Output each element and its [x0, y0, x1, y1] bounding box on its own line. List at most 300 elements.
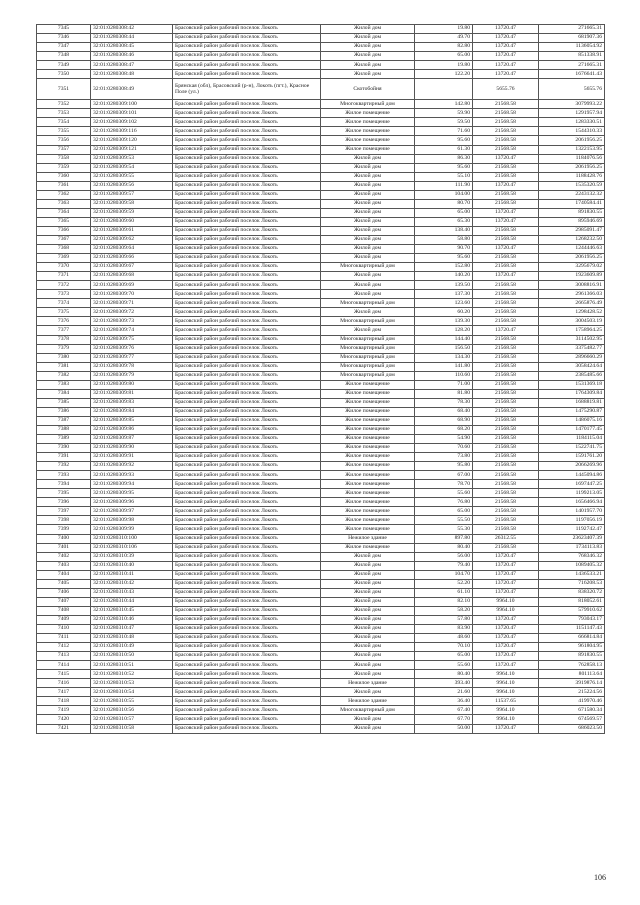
- table-row: [37, 299, 605, 308]
- specific-value-cell: 13720.47: [473, 588, 539, 597]
- cadastral-number-cell: 32:01:0280309:83: [91, 398, 173, 407]
- address-cell: Брасовский район рабочий поселок Локоть: [173, 272, 321, 281]
- object-type-cell: Многоквартирный дом: [321, 335, 415, 344]
- row-number-cell: 7356: [37, 136, 91, 145]
- area-cell: 128.20: [415, 326, 473, 335]
- cadastral-number-cell: 32:01:0280309:77: [91, 353, 173, 362]
- cadastral-value-cell: 3919876.14: [539, 679, 605, 688]
- area-cell: 95.80: [415, 462, 473, 471]
- specific-value-cell: 13720.47: [473, 181, 539, 190]
- cadastral-value-cell: 838320.72: [539, 588, 605, 597]
- row-number-cell: 7372: [37, 281, 91, 290]
- table-row: [37, 163, 605, 172]
- object-type-cell: Жилой дом: [321, 217, 415, 226]
- cadastral-value-cell: 1197056.19: [539, 516, 605, 525]
- area-cell: 50.00: [415, 724, 473, 733]
- row-number-cell: 7383: [37, 380, 91, 389]
- cadastral-value-cell: 961804.95: [539, 643, 605, 652]
- cadastral-number-cell: 32:01:0280309:54: [91, 163, 173, 172]
- cadastral-value-cell: 1192742.47: [539, 525, 605, 534]
- area-cell: 19.80: [415, 61, 473, 70]
- row-number-cell: 7349: [37, 61, 91, 70]
- cadastral-number-cell: 32:01:0280310:46: [91, 615, 173, 624]
- object-type-cell: Жилой дом: [321, 688, 415, 697]
- cadastral-number-cell: 32:01:0280309:90: [91, 444, 173, 453]
- address-cell: Брасовский район рабочий поселок Локоть: [173, 715, 321, 724]
- object-type-cell: Жилое помещение: [321, 462, 415, 471]
- cadastral-value-cell: 674569.57: [539, 715, 605, 724]
- specific-value-cell: 21568.58: [473, 507, 539, 516]
- cadastral-number-cell: 32:01:0280310:47: [91, 625, 173, 634]
- row-number-cell: 7381: [37, 362, 91, 371]
- cadastral-number-cell: 32:01:0280309:121: [91, 145, 173, 154]
- area-cell: 60.20: [415, 308, 473, 317]
- address-cell: Брасовский район рабочий поселок Локоть: [173, 34, 321, 43]
- area-cell: 95.60: [415, 136, 473, 145]
- row-number-cell: 7373: [37, 290, 91, 299]
- table-row: [37, 70, 605, 79]
- table-row: [37, 480, 605, 489]
- specific-value-cell: 9964.10: [473, 715, 539, 724]
- table-row: [37, 308, 605, 317]
- object-type-cell: Многоквартирный дом: [321, 371, 415, 380]
- row-number-cell: 7411: [37, 634, 91, 643]
- table-row: [37, 507, 605, 516]
- row-number-cell: 7363: [37, 199, 91, 208]
- address-cell: Брасовский район рабочий поселок Локоть: [173, 489, 321, 498]
- object-type-cell: Жилое помещение: [321, 109, 415, 118]
- cadastral-number-cell: 32:01:0280309:71: [91, 299, 173, 308]
- address-cell: Брасовский район рабочий поселок Локоть: [173, 670, 321, 679]
- specific-value-cell: 21568.58: [473, 371, 539, 380]
- address-cell: Брасовский район рабочий поселок Локоть: [173, 389, 321, 398]
- specific-value-cell: 13720.47: [473, 272, 539, 281]
- table-row: [37, 679, 605, 688]
- table-row: [37, 561, 605, 570]
- address-cell: Брасовский район рабочий поселок Локоть: [173, 52, 321, 61]
- address-cell: Брасовский район рабочий поселок Локоть: [173, 561, 321, 570]
- object-type-cell: Жилой дом: [321, 634, 415, 643]
- table-row: [37, 516, 605, 525]
- table-row: [37, 588, 605, 597]
- table-row: [37, 570, 605, 579]
- area-cell: 73.80: [415, 453, 473, 462]
- table-row: [37, 254, 605, 263]
- cadastral-number-cell: 32:01:0280308:44: [91, 34, 173, 43]
- object-type-cell: Жилой дом: [321, 208, 415, 217]
- specific-value-cell: 21568.58: [473, 190, 539, 199]
- area-cell: 67.00: [415, 471, 473, 480]
- cadastral-number-cell: 32:01:0280309:84: [91, 407, 173, 416]
- table-row: [37, 525, 605, 534]
- address-cell: Брасовский район рабочий поселок Локоть: [173, 226, 321, 235]
- cadastral-number-cell: 32:01:0280309:61: [91, 226, 173, 235]
- area-cell: 78.70: [415, 480, 473, 489]
- address-cell: Брасовский район рабочий поселок Локоть: [173, 643, 321, 652]
- cadastral-value-cell: 891830.55: [539, 652, 605, 661]
- row-number-cell: 7385: [37, 398, 91, 407]
- area-cell: 71.60: [415, 127, 473, 136]
- row-number-cell: 7412: [37, 643, 91, 652]
- row-number-cell: 7361: [37, 181, 91, 190]
- table-row: [37, 615, 605, 624]
- cadastral-value-cell: 716208.53: [539, 579, 605, 588]
- object-type-cell: Жилое помещение: [321, 471, 415, 480]
- object-type-cell: Жилой дом: [321, 670, 415, 679]
- specific-value-cell: 9964.10: [473, 606, 539, 615]
- object-type-cell: Жилой дом: [321, 661, 415, 670]
- area-cell: 138.40: [415, 226, 473, 235]
- area-cell: 79.40: [415, 561, 473, 570]
- specific-value-cell: 21568.58: [473, 425, 539, 434]
- cadastral-value-cell: 666814.84: [539, 634, 605, 643]
- cadastral-value-cell: 1136054.92: [539, 43, 605, 52]
- cadastral-value-cell: 1688819.81: [539, 398, 605, 407]
- address-cell: Брасовский район рабочий поселок Локоть: [173, 335, 321, 344]
- cadastral-number-cell: 32:01:0280310:40: [91, 561, 173, 570]
- table-row: [37, 335, 605, 344]
- address-cell: Брасовский район рабочий поселок Локоть: [173, 181, 321, 190]
- specific-value-cell: 13720.47: [473, 652, 539, 661]
- cadastral-value-cell: 2985091.47: [539, 226, 605, 235]
- address-cell: Брасовский район рабочий поселок Локоть: [173, 308, 321, 317]
- cadastral-value-cell: 1758964.25: [539, 326, 605, 335]
- address-cell: Брасовский район рабочий поселок Локоть: [173, 435, 321, 444]
- address-cell: Брасовский район рабочий поселок Локоть: [173, 317, 321, 326]
- specific-value-cell: 13720.47: [473, 208, 539, 217]
- area-cell: 61.30: [415, 145, 473, 154]
- object-type-cell: Жилой дом: [321, 235, 415, 244]
- object-type-cell: Жилое помещение: [321, 389, 415, 398]
- table-row: [37, 462, 605, 471]
- cadastral-number-cell: 32:01:0280310:49: [91, 643, 173, 652]
- address-cell: Брянская (обл), Брасовский (р-н), Локоть (пгт.), Красное Поле (ул.): [173, 79, 321, 100]
- object-type-cell: Жилое помещение: [321, 145, 415, 154]
- area-cell: 65.00: [415, 652, 473, 661]
- cadastral-value-cell: 1764309.84: [539, 389, 605, 398]
- row-number-cell: 7362: [37, 190, 91, 199]
- table-row: [37, 389, 605, 398]
- row-number-cell: 7376: [37, 317, 91, 326]
- cadastral-value-cell: 1486075.16: [539, 416, 605, 425]
- row-number-cell: 7388: [37, 425, 91, 434]
- row-number-cell: 7392: [37, 462, 91, 471]
- row-number-cell: 7421: [37, 724, 91, 733]
- area-cell: 141.80: [415, 362, 473, 371]
- specific-value-cell: 9964.10: [473, 670, 539, 679]
- area-cell: 67.70: [415, 715, 473, 724]
- table-row: [37, 425, 605, 434]
- area-cell: 137.30: [415, 290, 473, 299]
- address-cell: Брасовский район рабочий поселок Локоть: [173, 498, 321, 507]
- cadastral-value-cell: 1923609.89: [539, 272, 605, 281]
- table-row: [37, 100, 605, 109]
- cadastral-number-cell: 32:01:0280310:42: [91, 579, 173, 588]
- row-number-cell: 7417: [37, 688, 91, 697]
- cadastral-value-cell: 1184076.56: [539, 154, 605, 163]
- area-cell: 95.60: [415, 254, 473, 263]
- object-type-cell: Жилое помещение: [321, 507, 415, 516]
- cadastral-number-cell: 32:01:0280308:46: [91, 52, 173, 61]
- area-cell: 36.40: [415, 697, 473, 706]
- object-type-cell: Жилой дом: [321, 181, 415, 190]
- address-cell: Брасовский район рабочий поселок Локоть: [173, 109, 321, 118]
- specific-value-cell: 21568.58: [473, 398, 539, 407]
- object-type-cell: Нежилое здание: [321, 534, 415, 543]
- row-number-cell: 7366: [37, 226, 91, 235]
- cadastral-value-cell: 419970.46: [539, 697, 605, 706]
- row-number-cell: 7408: [37, 606, 91, 615]
- object-type-cell: Жилое помещение: [321, 416, 415, 425]
- table-row: [37, 606, 605, 615]
- table-row: [37, 697, 605, 706]
- area-cell: 65.00: [415, 208, 473, 217]
- row-number-cell: 7399: [37, 525, 91, 534]
- address-cell: Брасовский район рабочий поселок Локоть: [173, 263, 321, 272]
- address-cell: Брасовский район рабочий поселок Локоть: [173, 471, 321, 480]
- area-cell: 139.50: [415, 281, 473, 290]
- table-row: [37, 543, 605, 552]
- row-number-cell: 7420: [37, 715, 91, 724]
- cadastral-value-cell: 1475290.87: [539, 407, 605, 416]
- table-row: [37, 154, 605, 163]
- specific-value-cell: 5655.76: [473, 79, 539, 100]
- area-cell: 80.70: [415, 199, 473, 208]
- cadastral-number-cell: 32:01:0280309:99: [91, 525, 173, 534]
- area-cell: 82.80: [415, 43, 473, 52]
- table-row: [37, 661, 605, 670]
- specific-value-cell: 21568.58: [473, 226, 539, 235]
- specific-value-cell: 21568.58: [473, 118, 539, 127]
- specific-value-cell: 9964.10: [473, 679, 539, 688]
- cadastral-value-cell: 681907.36: [539, 34, 605, 43]
- row-number-cell: 7391: [37, 453, 91, 462]
- area-cell: 83.90: [415, 625, 473, 634]
- cadastral-value-cell: 1470177.45: [539, 425, 605, 434]
- cadastral-number-cell: 32:01:0280309:91: [91, 453, 173, 462]
- cadastral-number-cell: 32:01:0280309:59: [91, 208, 173, 217]
- specific-value-cell: 21568.58: [473, 444, 539, 453]
- specific-value-cell: 21568.58: [473, 525, 539, 534]
- cadastral-value-cell: 768346.32: [539, 552, 605, 561]
- specific-value-cell: 13720.47: [473, 217, 539, 226]
- object-type-cell: Жилое помещение: [321, 136, 415, 145]
- object-type-cell: Многоквартирный дом: [321, 100, 415, 109]
- cadastral-number-cell: 32:01:0280308:42: [91, 25, 173, 34]
- area-cell: 65.00: [415, 507, 473, 516]
- cadastral-value-cell: 271665.31: [539, 61, 605, 70]
- cadastral-value-cell: 2385485.66: [539, 371, 605, 380]
- cadastral-value-cell: 1531369.18: [539, 380, 605, 389]
- row-number-cell: 7370: [37, 263, 91, 272]
- table-row: [37, 281, 605, 290]
- cadastral-value-cell: 762858.13: [539, 661, 605, 670]
- cadastral-number-cell: 32:01:0280309:101: [91, 109, 173, 118]
- specific-value-cell: 21568.58: [473, 471, 539, 480]
- object-type-cell: Жилой дом: [321, 61, 415, 70]
- address-cell: Брасовский район рабочий поселок Локоть: [173, 661, 321, 670]
- specific-value-cell: 9964.10: [473, 706, 539, 715]
- row-number-cell: 7397: [37, 507, 91, 516]
- area-cell: 58.80: [415, 235, 473, 244]
- address-cell: Брасовский район рабочий поселок Локоть: [173, 425, 321, 434]
- address-cell: Брасовский район рабочий поселок Локоть: [173, 444, 321, 453]
- address-cell: Брасовский район рабочий поселок Локоть: [173, 25, 321, 34]
- table-row: [37, 625, 605, 634]
- cadastral-value-cell: 1184115.04: [539, 435, 605, 444]
- address-cell: Брасовский район рабочий поселок Локоть: [173, 118, 321, 127]
- object-type-cell: Жилое помещение: [321, 118, 415, 127]
- object-type-cell: Жилое помещение: [321, 489, 415, 498]
- cadastral-number-cell: 32:01:0280310:55: [91, 697, 173, 706]
- cadastral-number-cell: 32:01:0280310:106: [91, 543, 173, 552]
- specific-value-cell: 13720.47: [473, 70, 539, 79]
- cadastral-number-cell: 32:01:0280309:62: [91, 235, 173, 244]
- cadastral-number-cell: 32:01:0280310:44: [91, 597, 173, 606]
- address-cell: Брасовский район рабочий поселок Локоть: [173, 507, 321, 516]
- cadastral-number-cell: 32:01:0280309:85: [91, 416, 173, 425]
- address-cell: Брасовский район рабочий поселок Локоть: [173, 190, 321, 199]
- address-cell: Брасовский район рабочий поселок Локоть: [173, 380, 321, 389]
- specific-value-cell: 21568.58: [473, 380, 539, 389]
- cadastral-value-cell: 1401957.70: [539, 507, 605, 516]
- cadastral-value-cell: 1522741.75: [539, 444, 605, 453]
- table-row: [37, 652, 605, 661]
- area-cell: 76.80: [415, 498, 473, 507]
- area-cell: 56.00: [415, 552, 473, 561]
- cadastral-value-cell: 3058424.64: [539, 362, 605, 371]
- object-type-cell: Жилой дом: [321, 588, 415, 597]
- area-cell: 55.30: [415, 525, 473, 534]
- table-row: [37, 136, 605, 145]
- object-type-cell: Жилое помещение: [321, 525, 415, 534]
- specific-value-cell: 21568.58: [473, 145, 539, 154]
- cadastral-value-table: [36, 24, 605, 734]
- row-number-cell: 7414: [37, 661, 91, 670]
- row-number-cell: 7354: [37, 118, 91, 127]
- table-row: [37, 471, 605, 480]
- specific-value-cell: 21568.58: [473, 263, 539, 272]
- cadastral-value-cell: 1676641.43: [539, 70, 605, 79]
- row-number-cell: 7359: [37, 163, 91, 172]
- area-cell: 68.90: [415, 416, 473, 425]
- row-number-cell: 7358: [37, 154, 91, 163]
- object-type-cell: Жилой дом: [321, 172, 415, 181]
- table-row: [37, 208, 605, 217]
- row-number-cell: 7393: [37, 471, 91, 480]
- object-type-cell: Жилой дом: [321, 226, 415, 235]
- specific-value-cell: 9964.10: [473, 688, 539, 697]
- cadastral-number-cell: 32:01:0280309:100: [91, 100, 173, 109]
- object-type-cell: Жилой дом: [321, 34, 415, 43]
- row-number-cell: 7367: [37, 235, 91, 244]
- object-type-cell: Скотобойня: [321, 79, 415, 100]
- row-number-cell: 7418: [37, 697, 91, 706]
- object-type-cell: Жилой дом: [321, 43, 415, 52]
- cadastral-value-cell: 793043.17: [539, 615, 605, 624]
- object-type-cell: Жилой дом: [321, 154, 415, 163]
- row-number-cell: 7400: [37, 534, 91, 543]
- cadastral-number-cell: 32:01:0280308:45: [91, 43, 173, 52]
- cadastral-number-cell: 32:01:0280309:79: [91, 371, 173, 380]
- address-cell: Брасовский район рабочий поселок Локоть: [173, 543, 321, 552]
- row-number-cell: 7368: [37, 245, 91, 254]
- specific-value-cell: 13720.47: [473, 643, 539, 652]
- cadastral-value-cell: 1244446.63: [539, 245, 605, 254]
- specific-value-cell: 21568.58: [473, 290, 539, 299]
- cadastral-value-cell: 1740584.41: [539, 199, 605, 208]
- table-row: [37, 235, 605, 244]
- specific-value-cell: 13720.47: [473, 61, 539, 70]
- area-cell: 59.90: [415, 109, 473, 118]
- table-row: [37, 715, 605, 724]
- address-cell: Брасовский район рабочий поселок Локоть: [173, 652, 321, 661]
- area-cell: 70.60: [415, 444, 473, 453]
- object-type-cell: Многоквартирный дом: [321, 317, 415, 326]
- table-row: [37, 61, 605, 70]
- specific-value-cell: 13720.47: [473, 245, 539, 254]
- area-cell: 80.40: [415, 670, 473, 679]
- object-type-cell: Жилой дом: [321, 579, 415, 588]
- address-cell: Брасовский район рабочий поселок Локоть: [173, 462, 321, 471]
- area-cell: 54.90: [415, 435, 473, 444]
- object-type-cell: Многоквартирный дом: [321, 706, 415, 715]
- row-number-cell: 7346: [37, 34, 91, 43]
- table-row: [37, 181, 605, 190]
- row-number-cell: 7364: [37, 208, 91, 217]
- area-cell: 55.60: [415, 661, 473, 670]
- object-type-cell: Жилое помещение: [321, 480, 415, 489]
- address-cell: Брасовский район рабочий поселок Локоть: [173, 353, 321, 362]
- cadastral-number-cell: 32:01:0280309:93: [91, 471, 173, 480]
- row-number-cell: 7374: [37, 299, 91, 308]
- area-cell: 82.10: [415, 597, 473, 606]
- object-type-cell: Жилое помещение: [321, 453, 415, 462]
- area-cell: 19.80: [415, 25, 473, 34]
- row-number-cell: 7405: [37, 579, 91, 588]
- cadastral-number-cell: 32:01:0280309:75: [91, 335, 173, 344]
- cadastral-number-cell: 32:01:0280309:86: [91, 425, 173, 434]
- address-cell: Брасовский район рабочий поселок Локоть: [173, 100, 321, 109]
- row-number-cell: 7413: [37, 652, 91, 661]
- table-row: [37, 634, 605, 643]
- cadastral-value-cell: 686023.50: [539, 724, 605, 733]
- table-row: [37, 317, 605, 326]
- cadastral-number-cell: 32:01:0280309:69: [91, 281, 173, 290]
- specific-value-cell: 21568.58: [473, 480, 539, 489]
- cadastral-value-cell: 5655.76: [539, 79, 605, 100]
- specific-value-cell: 21568.58: [473, 407, 539, 416]
- table-row: [37, 272, 605, 281]
- row-number-cell: 7353: [37, 109, 91, 118]
- table-row: [37, 670, 605, 679]
- cadastral-number-cell: 32:01:0280310:41: [91, 570, 173, 579]
- specific-value-cell: 13720.47: [473, 724, 539, 733]
- cadastral-number-cell: 32:01:0280309:95: [91, 489, 173, 498]
- area-cell: 61.10: [415, 588, 473, 597]
- specific-value-cell: 13720.47: [473, 634, 539, 643]
- object-type-cell: Жилой дом: [321, 552, 415, 561]
- address-cell: Брасовский район рабочий поселок Локоть: [173, 362, 321, 371]
- area-cell: 57.80: [415, 615, 473, 624]
- specific-value-cell: 13720.47: [473, 34, 539, 43]
- table-row: [37, 145, 605, 154]
- cadastral-number-cell: 32:01:0280309:120: [91, 136, 173, 145]
- area-cell: 65.00: [415, 52, 473, 61]
- area-cell: 122.20: [415, 70, 473, 79]
- object-type-cell: Жилой дом: [321, 254, 415, 263]
- area-cell: 110.60: [415, 371, 473, 380]
